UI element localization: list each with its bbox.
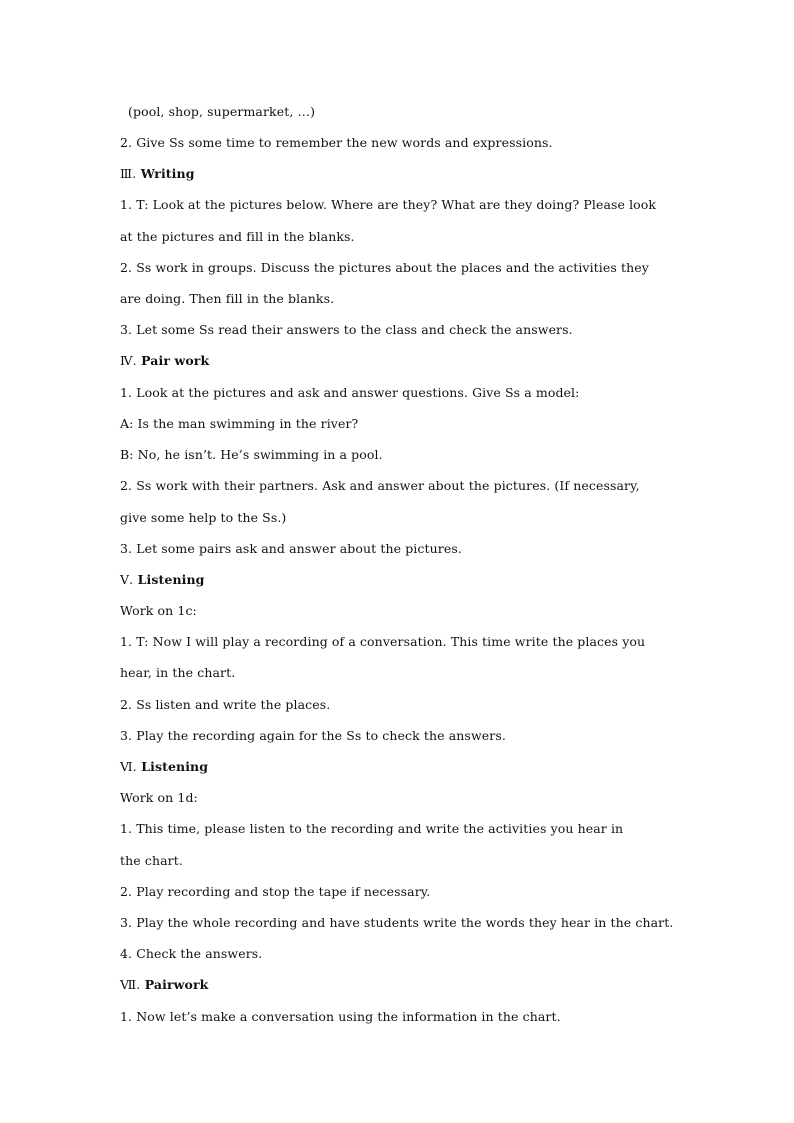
paragraph-line: 1. This time, please listen to the recording and write the activities you hear in [120,821,624,836]
paragraph-line: B: No, he isn’t. He’s swimming in a pool. [120,447,383,462]
paragraph-line: 4. Check the answers. [120,946,263,961]
heading-numeral: Ⅵ. [120,759,137,774]
heading-title: Pairwork [144,977,209,992]
heading-numeral: Ⅲ. [120,166,137,181]
paragraph-line: 2. Give Ss some time to remember the new words and expressions. [120,135,553,150]
paragraph-line: 1. Look at the pictures and ask and answer questions. Give Ss a model: [120,385,580,400]
section-heading-listening [120,572,700,588]
paragraph-line: Work on 1c: [120,603,197,618]
paragraph-line: A: Is the man swimming in the river? [120,416,359,431]
paragraph-line: 2. Play recording and stop the tape if necessary. [120,884,431,899]
heading-title: Listening [141,759,209,774]
paragraph-line: 2. Ss work with their partners. Ask and answer about the pictures. (If necessary, [120,478,640,493]
paragraph-line: 1. T: Look at the pictures below. Where are they? What are they doing? Please look [120,197,657,212]
paragraph-line: at the pictures and fill in the blanks. [120,229,355,244]
paragraph-line: give some help to the Ss.) [120,510,287,525]
heading-title: Writing [140,166,195,181]
section-heading-listening-2 [120,759,700,775]
paragraph-line: 3. Let some pairs ask and answer about the pictures. [120,541,462,556]
heading-numeral: Ⅴ. [120,572,134,587]
paragraph-line: hear, in the chart. [120,665,236,680]
heading-numeral: Ⅶ. [120,977,141,992]
section-heading-pairwork [120,977,700,993]
section-heading-pair-work [120,353,700,369]
heading-numeral: Ⅳ. [120,353,137,368]
paragraph-line: Work on 1d: [120,790,198,805]
paragraph-line: 2. Ss work in groups. Discuss the pictures about the places and the activities they [120,260,649,275]
paragraph-line: 1. Now let’s make a conversation using the information in the chart. [120,1009,561,1024]
heading-title: Pair work [141,353,210,368]
section-heading-writing [120,166,700,182]
paragraph-line: the chart. [120,853,183,868]
heading-title: Listening [137,572,205,587]
paragraph-line: (pool, shop, supermarket, …) [128,104,316,119]
paragraph-line: 3. Play the whole recording and have students write the words they hear in the chart. [120,915,674,930]
paragraph-line: 2. Ss listen and write the places. [120,697,331,712]
paragraph-line: are doing. Then fill in the blanks. [120,291,335,306]
paragraph-line: 1. T: Now I will play a recording of a conversation. This time write the places you [120,634,646,649]
paragraph-line: 3. Play the recording again for the Ss to check the answers. [120,728,506,743]
paragraph-line: 3. Let some Ss read their answers to the class and check the answers. [120,322,573,337]
